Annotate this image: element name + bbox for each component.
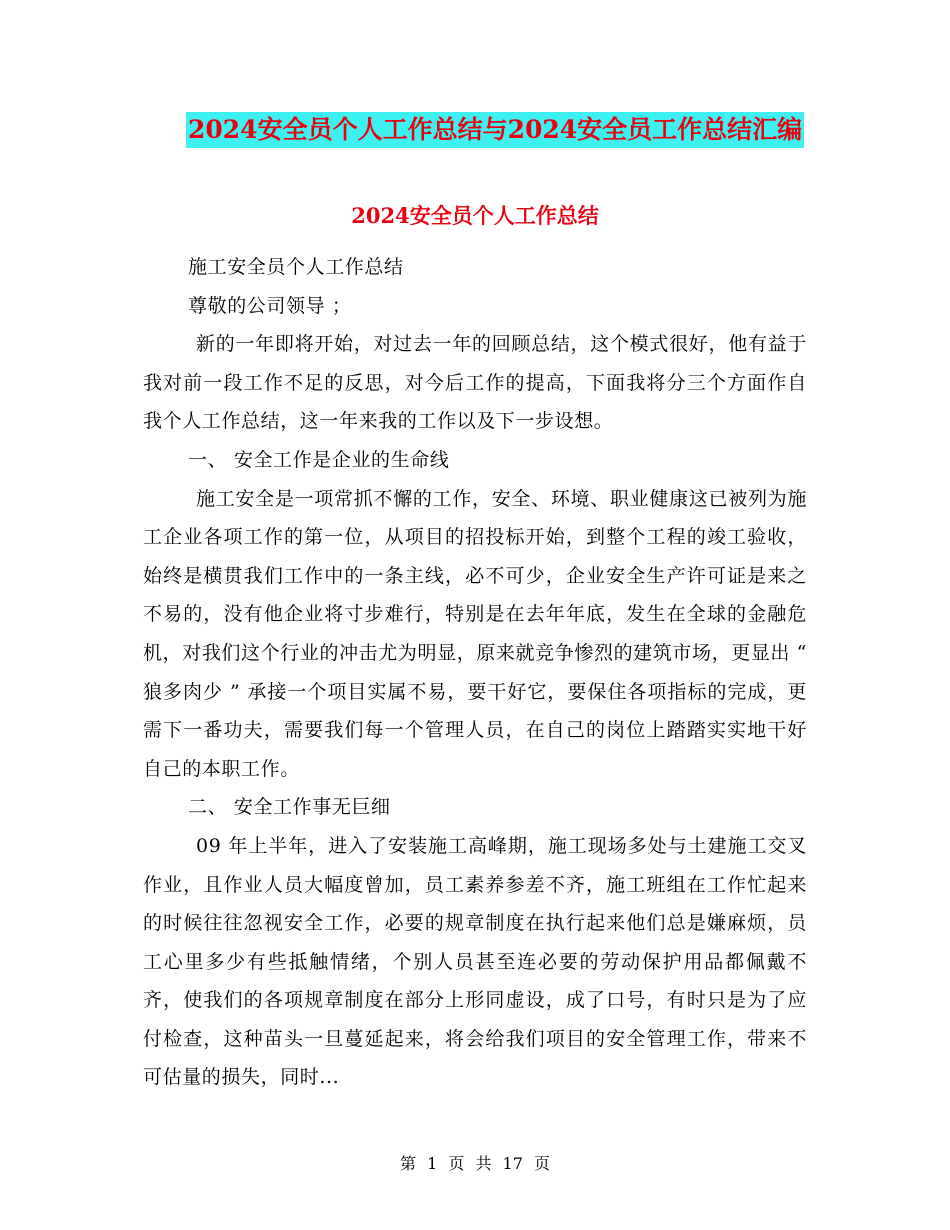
paragraph-section-2: 09 年上半年，进入了安装施工高峰期，施工现场多处与土建施工交叉作业，且作业人员大幅度曾加，员工素养参差不齐，施工班组在工作忙起来的时候往往忽视安全工作，必要的规章制度在执行起来他们总是嫌麻烦，员工心里多少有些抵触情绪，个别人员甚至连必要的劳动保护用品都佩戴不齐，使我们的各项规章制度在部分上形同虚设，成了口号，有时只是为了应付检查，这种苗头一旦蔓延起来，将会给我们项目的安全管理工作，带来不可估量的损失，同时... xyxy=(143,834,807,1089)
paragraph-section-1: 施工安全是一项常抓不懈的工作，安全、环境、职业健康这已被列为施工企业各项工作的第一位，从项目的招投标开始，到整个工程的竣工验收，始终是横贯我们工作中的一条主线，必不可少，企业安全生产许可证是来之不易的，没有他企业将寸步难行，特别是在去年年底，发生在全球的金融危机，对我们这个行业的冲击尤为明显，原来就竞争惨烈的建筑市场，更显出 “ 狼多肉少 ” 承接一个项目实属不易，要干好它，要保住各项指标的完成，更需下一番功夫，需要我们每一个管理人员，在自己的岗位上踏踏实实地干好自己的本职工作。 xyxy=(143,487,807,780)
document-body xyxy=(143,248,807,1097)
section-heading-2: 二、 安全工作事无巨细 xyxy=(188,796,391,819)
main-title: 2024安全员个人工作总结与2024安全员工作总结汇编 xyxy=(186,112,804,148)
page-footer: 第 1 页 共 17 页 xyxy=(400,1154,550,1173)
section-heading-1: 一、 安全工作是企业的生命线 xyxy=(188,448,450,471)
section-title: 2024安全员个人工作总结 xyxy=(351,203,599,228)
paragraph-intro: 新的一年即将开始，对过去一年的回顾总结，这个模式很好，他有益于我对前一段工作不足的反思，对今后工作的提高，下面我将分三个方面作自我个人工作总结，这一年来我的工作以及下一步设想。 xyxy=(143,333,807,433)
paragraph-heading: 施工安全员个人工作总结 xyxy=(188,256,404,278)
paragraph-salutation: 尊敬的公司领导 ； xyxy=(188,294,352,317)
main-title-container xyxy=(186,112,810,150)
